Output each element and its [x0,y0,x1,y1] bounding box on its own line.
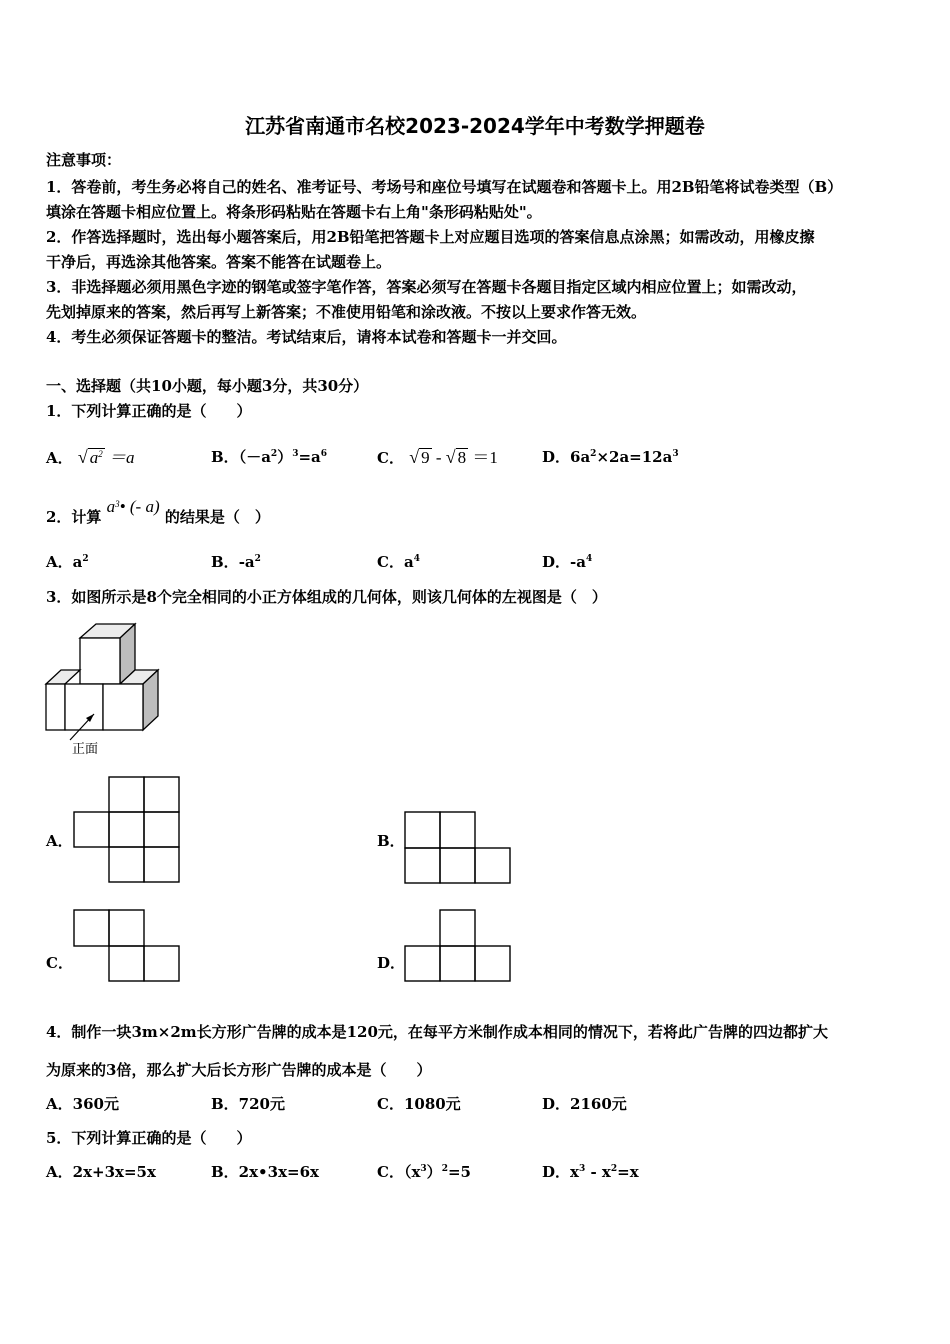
q2-option-d [542,552,592,572]
section-heading: 一、选择题（共10小题，每小题3分，共30分） [46,377,369,395]
q4-option-c: C．1080元 [377,1095,461,1113]
q5-option-d [542,1162,639,1182]
q2-option-c [377,552,420,572]
q4-option-b: B．720元 [211,1095,285,1113]
q1-option-d [542,447,679,467]
notice-heading: 注意事项： [46,151,122,169]
notice-line: 2．作答选择题时，选出每小题答案后，用2B铅笔把答题卡上对应题目选项的答案信息点涂黑；如需改动，用橡皮擦 [46,228,815,246]
math-exp: 2 [590,449,597,459]
q3-option-a-label: A． [46,832,73,850]
q2-option-b [211,552,261,572]
q2-option-a [46,552,89,572]
option-label: C． [377,1163,404,1181]
option-value: a [403,553,414,571]
math-exp: 3 [578,1164,586,1174]
question-4-stem: 4．制作一块3m×2m长方形广告牌的成本是120元，在每平方米制作成本相同的情况下，若将此广告牌的四边都扩大 [46,1023,828,1041]
math-base: a [106,497,116,516]
question-2-stem [46,497,270,527]
math-exp: 3 [292,449,299,459]
notice-line: 3．非选择题必须用黑色字迹的钢笔或签字笔作答，答案必须写在答题卡各题目指定区域内相应位置上；如需改动， [46,278,807,296]
math-exp: 3 [420,1164,427,1174]
option-value: -a [238,553,255,571]
math-exp: 4 [413,554,420,564]
question-1-stem: 1．下列计算正确的是（ ） [46,402,252,420]
q5-option-a: A．2x+3x=5x [46,1163,156,1181]
q4-option-d: D．2160元 [542,1095,627,1113]
math-exp: 3 [115,499,120,509]
stem-text: 的结果是（ ） [164,508,270,526]
q3-option-b-figure [403,810,515,886]
q4-option-a: A．360元 [46,1095,119,1113]
page-title: 江苏省南通市名校2023-2024学年中考数学押题卷 [245,114,705,138]
notice-line: 填涂在答题卡相应位置上。将条形码粘贴在答题卡右上角"条形码粘贴处"。 [46,203,542,221]
math-exp: 6 [320,449,328,459]
option-label: C． [377,553,404,571]
math-exp: 2 [270,449,278,459]
stem-text: 2．计算 [46,508,102,526]
option-label: C． [377,449,404,467]
math-exp: 2 [98,449,103,459]
q1-option-a: A． √ $a^2 =a$ [46,447,135,467]
option-label: D． [542,553,571,571]
math-part: - [431,448,446,467]
math-exp: 4 [585,554,593,564]
math-radicand: 9 [421,448,430,467]
math-exp: 2 [254,554,261,564]
notice-line: 干净后，再选涂其他答案。答案不能答在试题卷上。 [46,253,392,271]
math-part: x [570,1163,579,1181]
notice-line: 先划掉原来的答案，然后再写上新答案；不准使用铅笔和涂改液。不按以上要求作答无效。 [46,303,647,321]
front-view-label: 正面 [72,742,99,757]
option-label: D． [542,1163,571,1181]
question-5-stem: 5．下列计算正确的是（ ） [46,1129,252,1147]
q3-option-d-label: D． [377,954,406,972]
math-radicand: 8 [457,448,467,467]
option-label: A． [46,553,73,571]
math-rest: ＝a [109,448,135,467]
question-4-stem-cont: 为原来的3倍，那么扩大后长方形广告牌的成本是（ ） [46,1061,432,1079]
math-rest: • (- a) [119,497,160,516]
q1-option-b [211,447,327,467]
q5-option-b: B．2x•3x=6x [211,1163,319,1181]
math-base: a [89,448,99,467]
math-part: ＝1 [472,448,498,467]
math-part: （－a [238,448,271,466]
option-label: B． [211,553,239,571]
q3-option-c-label: C． [46,954,73,972]
math-exp: 2 [441,1164,448,1174]
q3-option-c-figure [72,908,184,984]
math-exp: 3 [672,449,679,459]
notice-line: 1．答卷前，考生务必将自己的姓名、准考证号、考场号和座位号填写在试题卷和答题卡上。用2B铅笔将试卷类型（B） [46,178,843,196]
option-value: -a [570,553,586,571]
math-exp: 2 [610,1164,618,1174]
question-3-stem: 3．如图所示是8个完全相同的小正方体组成的几何体，则该几何体的左视图是（ ） [46,588,607,606]
math-part: - x [585,1163,611,1181]
option-label: B． [211,448,239,466]
q3-option-b-label: B． [377,832,405,850]
math-part: =a [298,448,321,466]
option-label: A． [46,449,73,467]
math-part: =x [617,1163,639,1181]
math-part: 6a [570,448,591,466]
q5-option-c [377,1162,471,1182]
option-label: D． [542,448,571,466]
math-part: （x [403,1163,421,1181]
math-exp: 2 [82,554,89,564]
cube-solid-figure [44,622,164,762]
math-part: ） [277,448,293,466]
math-part: ×2a=12a [596,448,673,466]
notice-line: 4．考生必须保证答题卡的整洁。考试结束后，请将本试卷和答题卡一并交回。 [46,328,567,346]
q3-option-a-figure [72,776,184,888]
q1-option-c: C． √ 9 - √ 8 ＝1 [377,447,498,467]
option-value: a [72,553,83,571]
q3-option-d-figure [403,908,515,984]
math-part: =5 [447,1163,471,1181]
math-part: ） [426,1163,442,1181]
